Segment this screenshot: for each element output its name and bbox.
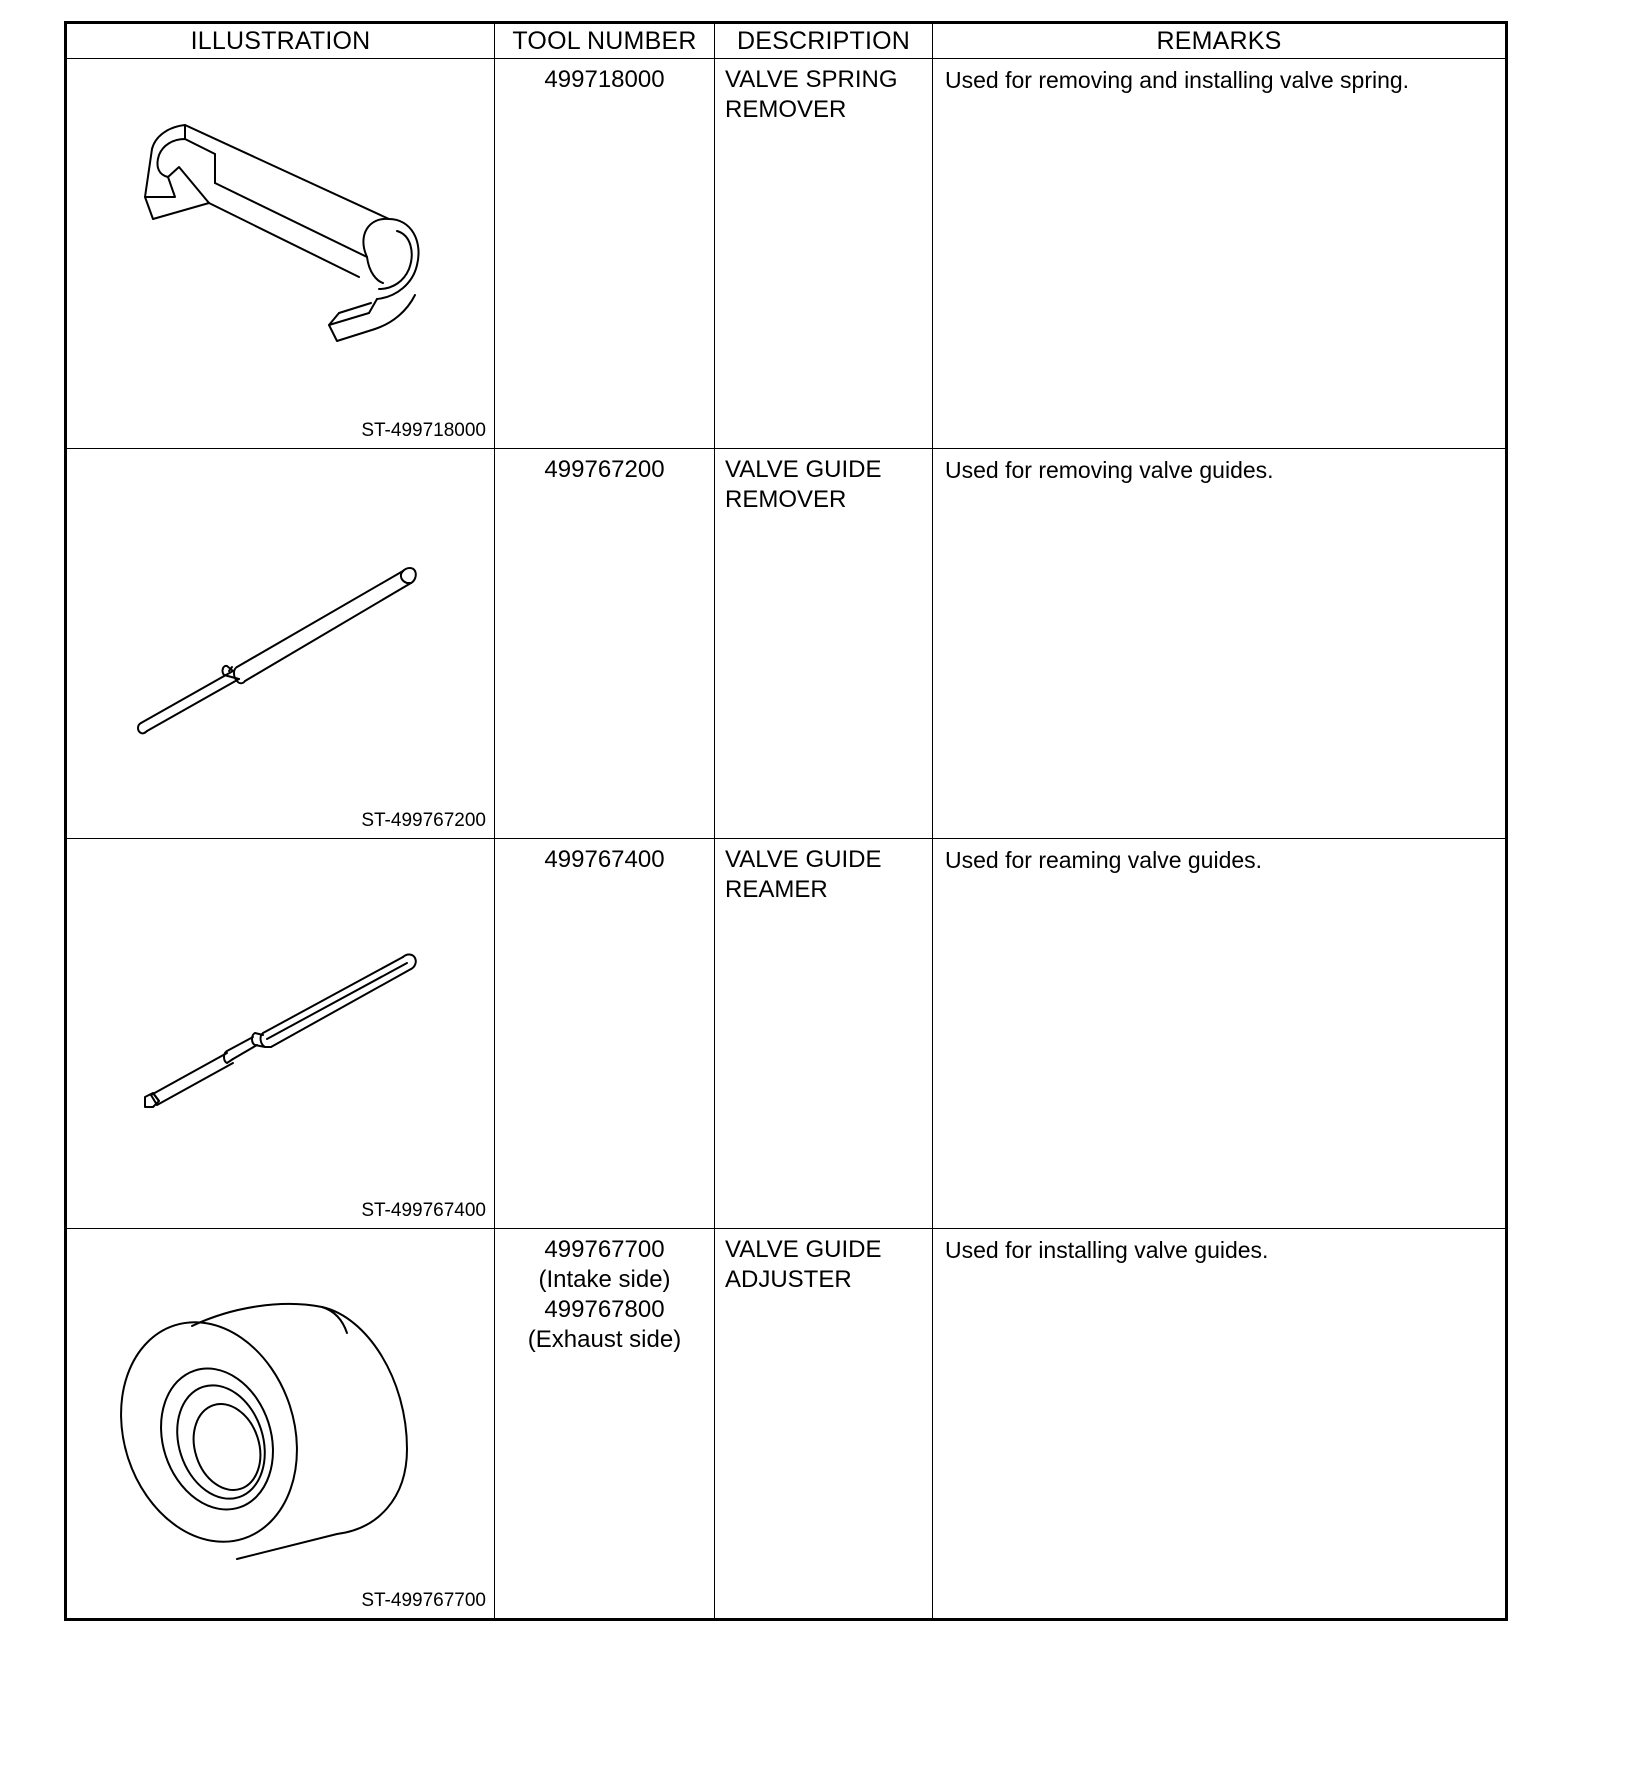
table-row (66, 839, 1507, 1229)
description-line: VALVE GUIDE (725, 456, 882, 483)
tool-number: 499767400 (544, 846, 665, 873)
description-cell (715, 839, 933, 1229)
description-line: REMOVER (725, 96, 847, 123)
description-cell (715, 59, 933, 449)
tool-number: 499767700 (544, 1236, 665, 1263)
table-row (66, 1229, 1507, 1620)
remarks-cell: Used for installing valve guides. (933, 1229, 1507, 1620)
description-cell (715, 1229, 933, 1620)
table-row (66, 59, 1507, 449)
header-illustration: ILLUSTRATION (66, 23, 495, 59)
valve-guide-adjuster-icon (67, 1229, 496, 1612)
header-description: DESCRIPTION (715, 23, 933, 59)
special-tools-table (64, 21, 1508, 1621)
remarks-cell: Used for removing valve guides. (933, 449, 1507, 839)
tool-number: 499718000 (544, 66, 665, 93)
header-remarks: REMARKS (933, 23, 1507, 59)
description-line: REAMER (725, 876, 828, 903)
illustration-code: ST-499767200 (361, 810, 486, 831)
tool-number-cell (495, 449, 715, 839)
illustration-cell (66, 839, 495, 1229)
tool-number-cell (495, 1229, 715, 1620)
description-line: VALVE GUIDE (725, 1236, 882, 1263)
valve-guide-remover-icon (67, 449, 496, 832)
tool-number-cell (495, 59, 715, 449)
remarks-cell: Used for removing and installing valve spring. (933, 59, 1507, 449)
illustration-code: ST-499767700 (361, 1590, 486, 1611)
tool-number-cell (495, 839, 715, 1229)
illustration-cell (66, 59, 495, 449)
tool-number: 499767800 (544, 1296, 665, 1323)
illustration-cell (66, 449, 495, 839)
header-tool-number: TOOL NUMBER (495, 23, 715, 59)
illustration-code: ST-499767400 (361, 1200, 486, 1221)
tool-number-note: (Intake side) (538, 1266, 671, 1293)
illustration-cell (66, 1229, 495, 1620)
table-row (66, 449, 1507, 839)
description-line: REMOVER (725, 486, 847, 513)
tool-number-note: (Exhaust side) (527, 1326, 682, 1353)
tool-number: 499767200 (544, 456, 665, 483)
valve-spring-remover-icon (67, 59, 496, 442)
illustration-code: ST-499718000 (361, 420, 486, 441)
remarks-cell: Used for reaming valve guides. (933, 839, 1507, 1229)
table-header-row (66, 23, 1507, 59)
description-line: ADJUSTER (725, 1266, 852, 1293)
description-line: VALVE SPRING (725, 66, 898, 93)
description-cell (715, 449, 933, 839)
valve-guide-reamer-icon (67, 839, 496, 1222)
description-line: VALVE GUIDE (725, 846, 882, 873)
